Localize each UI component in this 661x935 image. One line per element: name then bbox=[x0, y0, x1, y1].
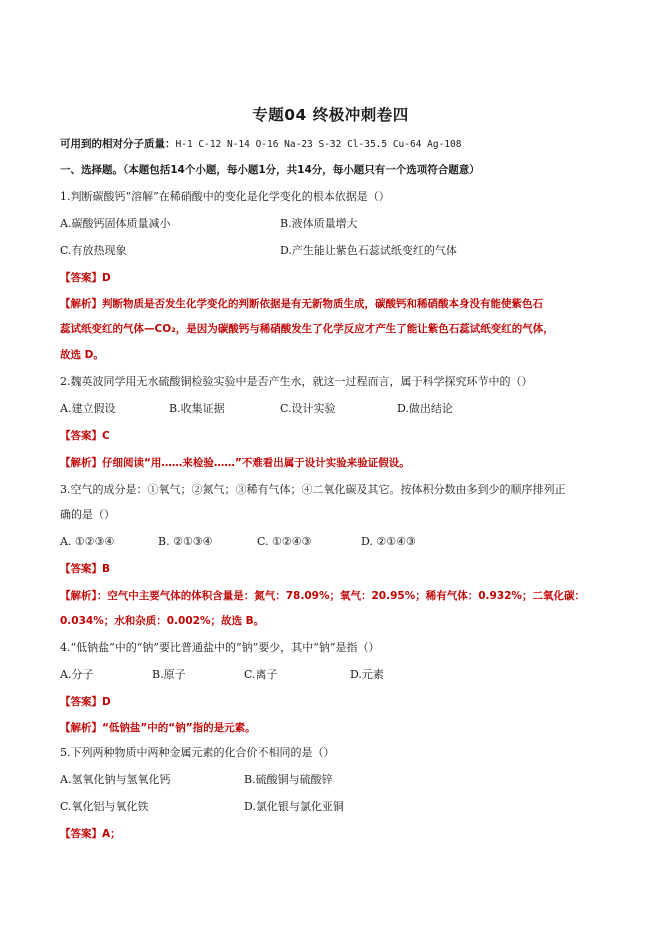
q4-explanation: 【解析】“低钠盐”中的“钠”指的是元素。 bbox=[60, 722, 256, 734]
q5-answer: 【答案】A； bbox=[60, 828, 121, 840]
masses-label: 可用到的相对分子质量： bbox=[60, 138, 176, 150]
q3-option-c: C. ①②④③ bbox=[257, 535, 312, 548]
relative-masses-line bbox=[60, 137, 461, 152]
q3-option-a: A. ①②③④ bbox=[60, 535, 115, 548]
q1-stem: 1.判断碳酸钙“溶解”在稀硝酸中的变化是化学变化的根本依据是（） bbox=[60, 190, 390, 203]
q4-stem: 4.“低钠盐”中的“钠”要比普通盐中的“钠”要少，其中“钠”是指（） bbox=[60, 641, 380, 654]
q2-option-b: B.收集证据 bbox=[169, 402, 225, 415]
q3-stem-line2: 确的是（） bbox=[60, 508, 115, 521]
q4-option-a: A.分子 bbox=[60, 668, 94, 681]
q3-stem-line1: 3.空气的成分是：①氧气；②氮气；③稀有气体；④二氧化碳及其它。按体积分数由多到少的顺序排列正 bbox=[60, 483, 566, 496]
q2-stem: 2.魏英波同学用无水硫酸铜检验实验中是否产生水，就这一过程而言，属于科学探究环节中的（） bbox=[60, 375, 533, 388]
q4-option-c: C.离子 bbox=[244, 668, 278, 681]
q5-option-b: B.硫酸铜与硫酸锌 bbox=[244, 773, 333, 786]
q2-option-a: A.建立假设 bbox=[60, 402, 116, 415]
q1-explanation-line2: 蕊试纸变红的气体—CO₂，是因为碳酸钙与稀硝酸发生了化学反应才产生了能让紫色石蕊试纸变红的气体， bbox=[60, 323, 554, 335]
q5-option-a: A.氢氧化钠与氢氧化钙 bbox=[60, 773, 171, 786]
q1-explanation-line3: 故选 D。 bbox=[60, 349, 104, 361]
q1-option-b: B.液体质量增大 bbox=[280, 217, 358, 230]
q5-stem: 5.下列两种物质中两种金属元素的化合价不相同的是（） bbox=[60, 746, 335, 759]
q1-option-d: D.产生能让紫色石蕊试纸变红的气体 bbox=[280, 244, 457, 257]
section-heading: 一、选择题。（本题包括14个小题，每小题1分，共14分，每小题只有一个选项符合题意） bbox=[60, 164, 480, 176]
q4-option-d: D.元素 bbox=[350, 668, 384, 681]
q1-explanation-line1: 【解析】判断物质是否发生化学变化的判断依据是有无新物质生成，碳酸钙和稀硝酸本身没有能使紫色石 bbox=[60, 298, 543, 310]
q3-option-b: B. ②①③④ bbox=[158, 535, 213, 548]
q1-option-a: A.碳酸钙固体质量减小 bbox=[60, 217, 171, 230]
q5-option-c: C.氧化铝与氧化铁 bbox=[60, 800, 149, 813]
q3-answer: 【答案】B bbox=[60, 563, 111, 575]
q2-option-d: D.做出结论 bbox=[397, 402, 453, 415]
page-title: 专题04 终极冲刺卷四 bbox=[252, 106, 409, 124]
q3-explanation-line1: 【解析】：空气中主要气体的体积含量是：氮气：78.09%；氧气：20.95%；稀有气体：0.932%；二氧化碳： bbox=[60, 590, 585, 602]
masses-values: H-1 C-12 N-14 O-16 Na-23 S-32 Cl-35.5 Cu-64 Ag-108 bbox=[175, 139, 462, 150]
q4-answer: 【答案】D bbox=[60, 696, 111, 708]
q3-option-d: D. ②①④③ bbox=[361, 535, 416, 548]
q3-explanation-line2: 0.034%；水和杂质：0.002%；故选 B。 bbox=[60, 615, 265, 627]
q1-option-c: C.有放热现象 bbox=[60, 244, 127, 257]
q4-option-b: B.原子 bbox=[152, 668, 186, 681]
q1-answer: 【答案】D bbox=[60, 272, 111, 284]
q2-answer: 【答案】C bbox=[60, 430, 110, 442]
q2-option-c: C.设计实验 bbox=[280, 402, 336, 415]
q5-option-d: D.氯化银与氯化亚铜 bbox=[244, 800, 344, 813]
q2-explanation: 【解析】仔细阅读“用……来检验……”不难看出属于设计实验来验证假设。 bbox=[60, 457, 410, 469]
